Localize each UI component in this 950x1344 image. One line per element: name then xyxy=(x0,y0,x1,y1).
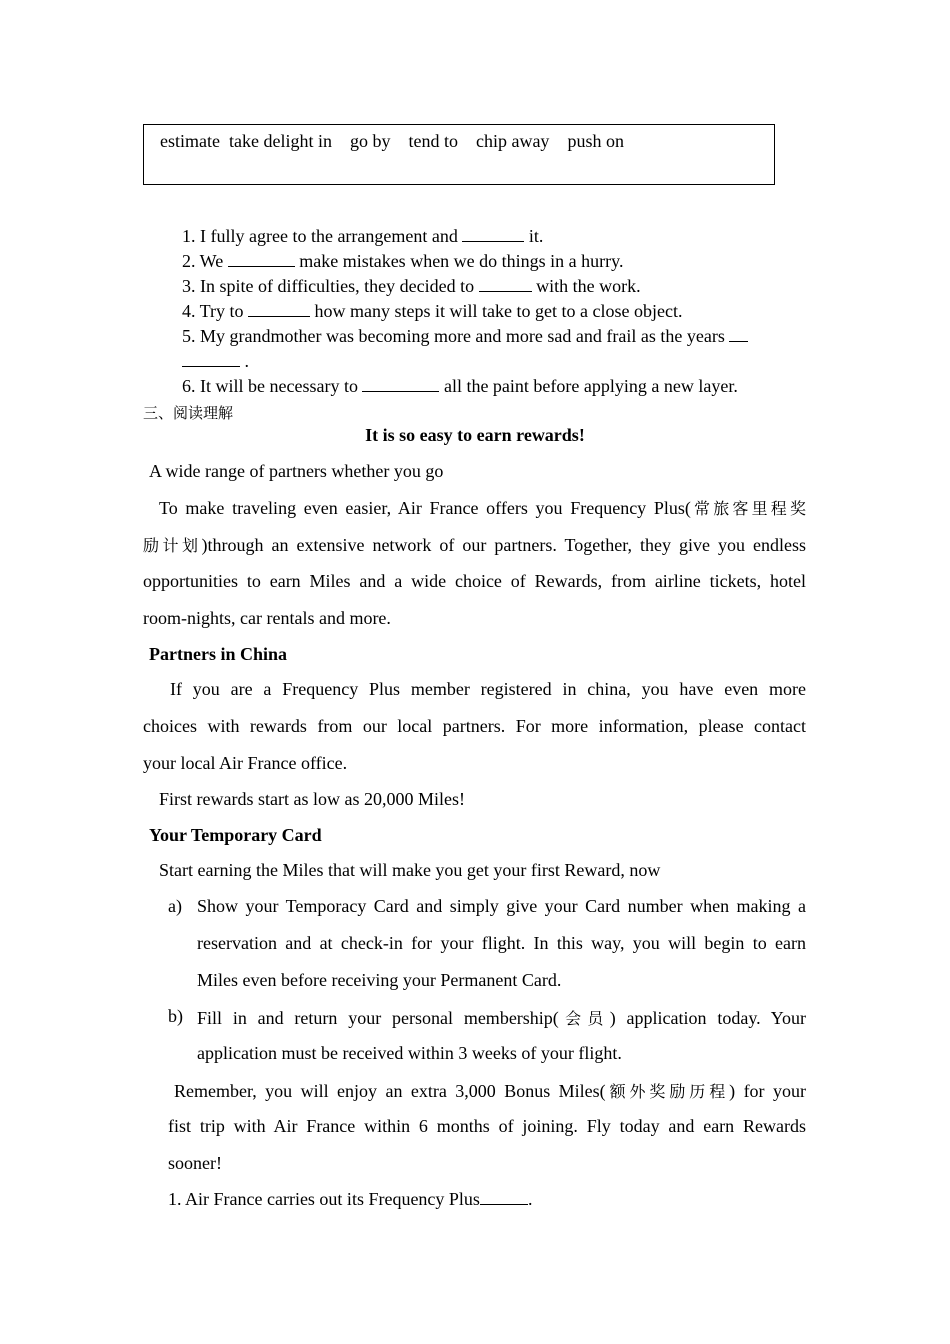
section-heading: 三、阅读理解 xyxy=(143,404,234,422)
paragraph-2-line-1: If you are a Frequency Plus member registered in china, you have even more xyxy=(170,679,806,699)
answer-blank xyxy=(462,226,524,242)
exercise-item-5-continued xyxy=(182,351,249,372)
question-text: . xyxy=(527,1189,533,1209)
answer-blank xyxy=(480,1189,528,1205)
list-marker-a: a) xyxy=(168,896,182,916)
text: Remember, you will enjoy an extra 3,000 Bonus Miles( xyxy=(174,1081,606,1101)
exercise-item-2 xyxy=(182,251,623,272)
passage-subtitle: A wide range of partners whether you go xyxy=(149,461,444,481)
paragraph-1-line-1 xyxy=(159,496,806,519)
paragraph-5-line-2: fist trip with Air France within 6 months of joining. Fly today and earn Rewards xyxy=(168,1116,806,1136)
exercise-item-5 xyxy=(182,326,748,347)
answer-blank xyxy=(228,251,295,267)
text-cjk: 额外奖励历程 xyxy=(605,1082,730,1101)
text: )through an extensive network of our partners. Together, they give you endless xyxy=(201,535,806,555)
list-marker-b: b) xyxy=(168,1006,183,1026)
list-item-a-line-3: Miles even before receiving your Permanent Card. xyxy=(197,970,562,990)
answer-blank xyxy=(362,376,439,392)
exercise-text: 1. I fully agree to the arrangement and xyxy=(182,226,463,246)
paragraph-5-line-1 xyxy=(174,1079,806,1102)
text: ) for your xyxy=(729,1081,806,1101)
paragraph-2-line-2: choices with rewards from our local partners. For more information, please contact xyxy=(143,716,806,736)
exercise-text: it. xyxy=(524,226,544,246)
exercise-text: 6. It will be necessary to xyxy=(182,376,363,396)
exercise-text: 2. We xyxy=(182,251,228,271)
exercise-item-6 xyxy=(182,376,738,397)
paragraph-5-line-3: sooner! xyxy=(168,1153,222,1173)
answer-blank xyxy=(182,351,240,367)
list-item-b-line-1 xyxy=(197,1006,806,1029)
text: Fill in and return your personal membership( xyxy=(197,1008,559,1028)
exercise-item-3 xyxy=(182,276,641,297)
exercise-item-4 xyxy=(182,301,682,322)
paragraph-1-line-4: room-nights, car rentals and more. xyxy=(143,608,391,628)
question-text: 1. Air France carries out its Frequency Plus xyxy=(168,1189,480,1209)
exercise-text: 4. Try to xyxy=(182,301,249,321)
list-item-a-line-2: reservation and at check-in for your flight. In this way, you will begin to earn xyxy=(197,933,806,953)
answer-blank xyxy=(248,301,310,317)
exercise-text: all the paint before applying a new layer. xyxy=(439,376,738,396)
text-cjk: 常旅客里程奖 xyxy=(690,499,806,518)
exercise-text: 5. My grandmother was becoming more and more sad and frail as the years xyxy=(182,326,730,346)
word-bank-item: take delight in xyxy=(228,131,332,151)
word-bank-list xyxy=(160,131,624,152)
exercise-text: . xyxy=(240,351,249,371)
question-1 xyxy=(168,1189,532,1210)
heading-partners-in-china: Partners in China xyxy=(149,644,288,664)
word-bank-item: chip away xyxy=(475,131,550,151)
text: To make traveling even easier, Air France offers you Frequency Plus( xyxy=(159,498,691,518)
exercise-text: 3. In spite of difficulties, they decided to xyxy=(182,276,479,296)
word-bank-item: tend to xyxy=(408,131,458,151)
exercise-text: how many steps it will take to get to a close object. xyxy=(310,301,683,321)
passage-title: It is so easy to earn rewards! xyxy=(365,425,585,445)
exercise-text: with the work. xyxy=(531,276,641,296)
word-bank-item: estimate xyxy=(160,131,220,151)
text-cjk: 励计划 xyxy=(143,536,202,555)
list-item-a-line-1: Show your Temporacy Card and simply give your Card number when making a xyxy=(197,896,806,916)
paragraph-1-line-2 xyxy=(143,533,806,556)
text-cjk: 会员 xyxy=(558,1009,610,1028)
paragraph-1-line-3: opportunities to earn Miles and a wide choice of Rewards, from airline tickets, hotel xyxy=(143,571,806,591)
list-item-b-line-2: application must be received within 3 weeks of your flight. xyxy=(197,1043,622,1063)
word-bank-box xyxy=(143,124,775,185)
heading-temporary-card: Your Temporary Card xyxy=(149,825,322,845)
paragraph-3: First rewards start as low as 20,000 Miles! xyxy=(159,789,465,809)
word-bank-item: push on xyxy=(567,131,624,151)
exercise-item-1 xyxy=(182,226,543,247)
paragraph-2-line-3: your local Air France office. xyxy=(143,753,348,773)
exercise-text: make mistakes when we do things in a hurry. xyxy=(294,251,624,271)
paragraph-4: Start earning the Miles that will make you get your first Reward, now xyxy=(159,860,661,880)
text: ) application today. Your xyxy=(609,1008,806,1028)
answer-blank xyxy=(479,276,532,292)
word-bank-item: go by xyxy=(349,131,391,151)
answer-blank xyxy=(729,326,748,342)
